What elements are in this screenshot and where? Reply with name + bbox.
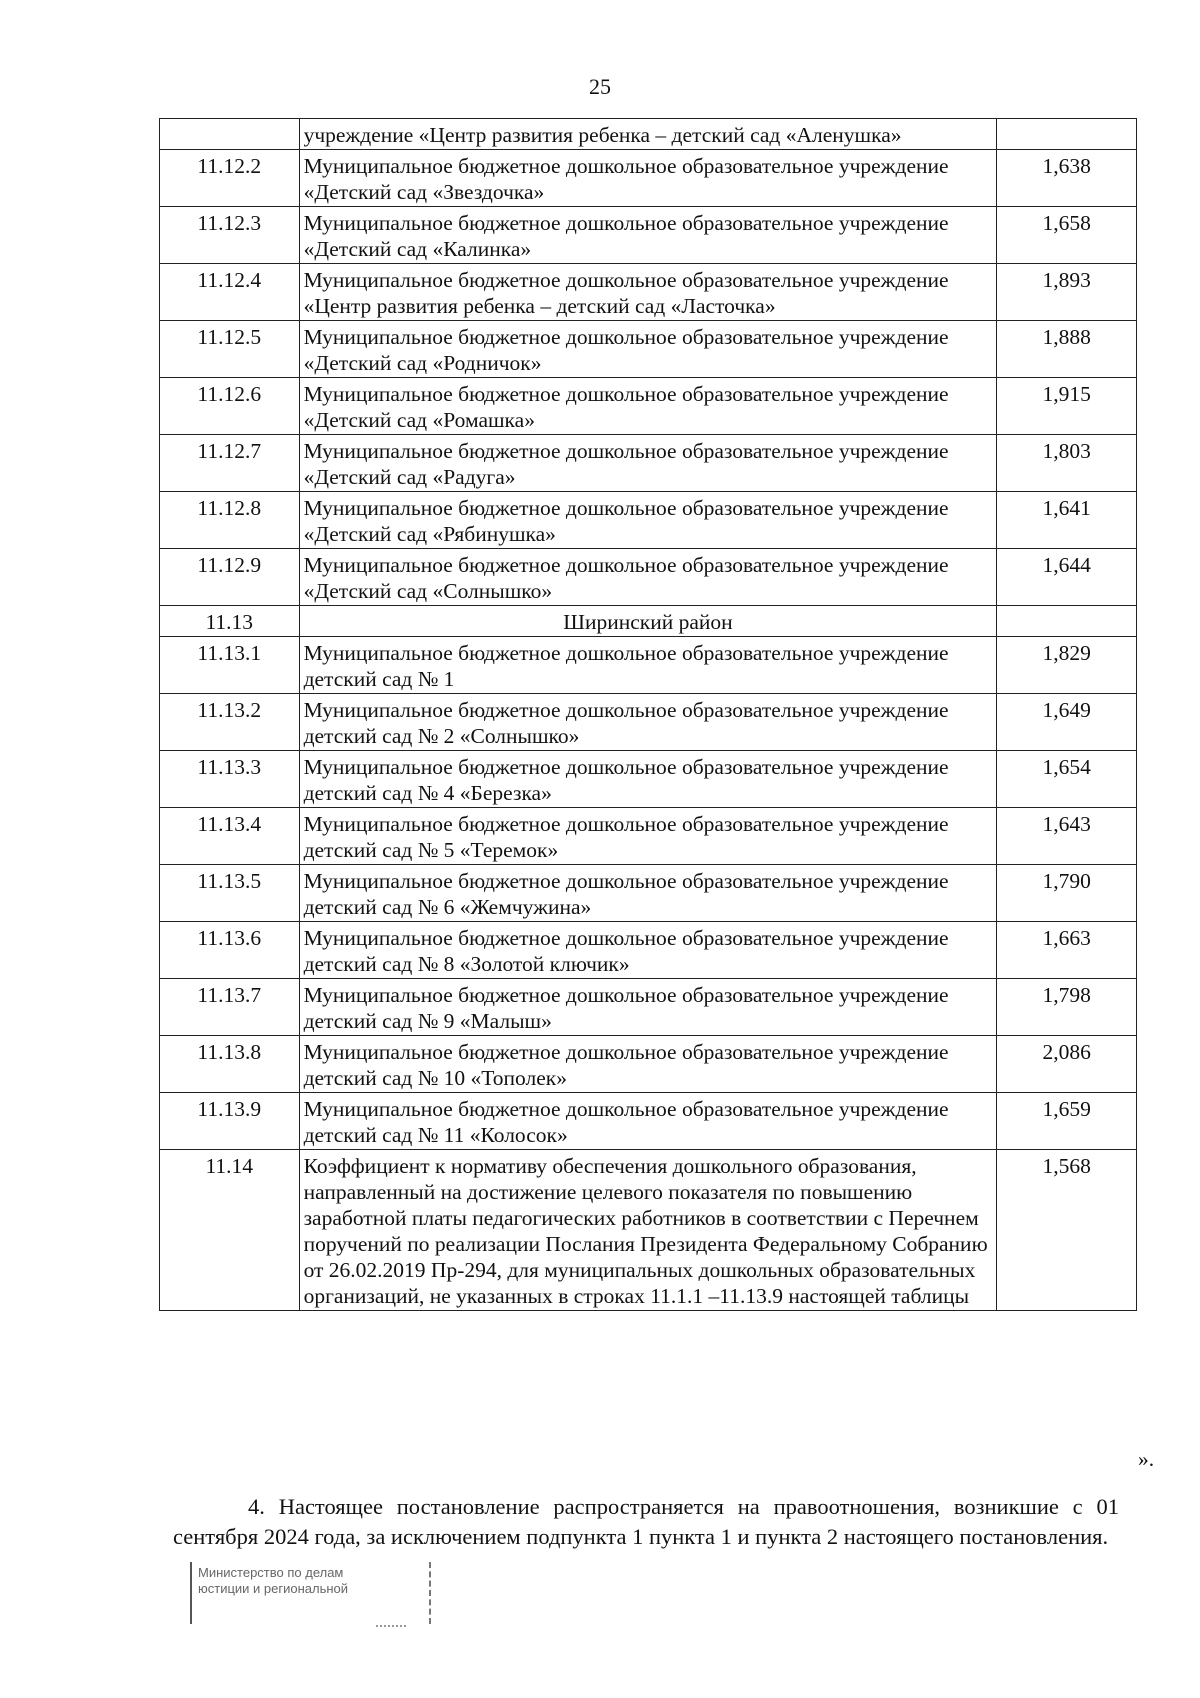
table-row <box>160 1150 1137 1311</box>
row-number-cell: 11.12.2 <box>160 150 300 207</box>
institution-name-cell: Муниципальное бюджетное дошкольное образовательное учреждение «Детский сад «Радуга» <box>299 435 997 492</box>
institution-name-cell: Муниципальное бюджетное дошкольное образовательное учреждение детский сад № 4 «Березка» <box>299 751 997 808</box>
coefficient-value-cell <box>997 606 1137 637</box>
table-body <box>160 119 1137 1311</box>
institution-name-cell: Коэффициент к нормативу обеспечения дошкольного образования, направленный на достижение целевого показателя по повышению заработной платы педагогических работников в соответствии с Перечнем поручений по реализации Послания Президента Федеральному Собранию от 26.02.2019 Пр-294, для муниципальных дошкольных образовательных организаций, не указанных в строках 11.1.1 –11.13.9 настоящей таблицы <box>299 1150 997 1311</box>
table-row <box>160 119 1137 150</box>
row-number-cell: 11.13.8 <box>160 1036 300 1093</box>
coefficient-table <box>159 118 1137 1311</box>
coefficient-value-cell: 1,638 <box>997 150 1137 207</box>
coefficient-value-cell: 1,893 <box>997 264 1137 321</box>
coefficient-value-cell: 1,829 <box>997 637 1137 694</box>
row-number-cell: 11.14 <box>160 1150 300 1311</box>
table-row <box>160 492 1137 549</box>
row-number-cell: 11.13.6 <box>160 922 300 979</box>
coefficient-value-cell: 1,644 <box>997 549 1137 606</box>
institution-name-cell: учреждение «Центр развития ребенка – детский сад «Аленушка» <box>299 119 997 150</box>
table-row <box>160 922 1137 979</box>
row-number-cell: 11.13.3 <box>160 751 300 808</box>
row-number-cell: 11.13.4 <box>160 808 300 865</box>
ministry-stamp <box>190 1562 431 1624</box>
coefficient-value-cell: 1,798 <box>997 979 1137 1036</box>
section-heading-cell: Ширинский район <box>299 606 997 637</box>
coefficient-value-cell: 1,663 <box>997 922 1137 979</box>
row-number-cell: 11.12.3 <box>160 207 300 264</box>
table-row <box>160 808 1137 865</box>
institution-name-cell: Муниципальное бюджетное дошкольное образовательное учреждение «Центр развития ребенка – детский сад «Ласточка» <box>299 264 997 321</box>
stamp-line-2: юстиции и региональной <box>198 1581 349 1596</box>
page-number: 25 <box>589 74 611 99</box>
table-row <box>160 751 1137 808</box>
coefficient-value-cell: 1,658 <box>997 207 1137 264</box>
institution-name-cell: Муниципальное бюджетное дошкольное образовательное учреждение «Детский сад «Родничок» <box>299 321 997 378</box>
coefficient-value-cell: 1,659 <box>997 1093 1137 1150</box>
coefficient-value-cell: 1,803 <box>997 435 1137 492</box>
row-number-cell: 11.12.7 <box>160 435 300 492</box>
row-number-cell: 11.13.1 <box>160 637 300 694</box>
row-number-cell: 11.13.9 <box>160 1093 300 1150</box>
row-number-cell: 11.13 <box>160 606 300 637</box>
coefficient-value-cell: 1,643 <box>997 808 1137 865</box>
coefficient-value-cell: 1,790 <box>997 865 1137 922</box>
stamp-line-1: Министерство по делам <box>198 1565 344 1580</box>
coefficient-value-cell: 1,654 <box>997 751 1137 808</box>
table-row <box>160 321 1137 378</box>
coefficient-value-cell: 1,568 <box>997 1150 1137 1311</box>
institution-name-cell: Муниципальное бюджетное дошкольное образовательное учреждение детский сад № 11 «Колосок» <box>299 1093 997 1150</box>
row-number-cell: 11.13.5 <box>160 865 300 922</box>
table-row <box>160 1036 1137 1093</box>
table-row <box>160 150 1137 207</box>
table-row <box>160 378 1137 435</box>
table-row <box>160 1093 1137 1150</box>
institution-name-cell: Муниципальное бюджетное дошкольное образовательное учреждение «Детский сад «Ромашка» <box>299 378 997 435</box>
institution-name-cell: Муниципальное бюджетное дошкольное образовательное учреждение детский сад № 5 «Теремок» <box>299 808 997 865</box>
paragraph-4: 4. Настоящее постановление распространяется на правоотношения, возникшие с 01 сентября 2024 года, за исключением подпункта 1 пункта 1 и пункта 2 настоящего постановления. <box>173 1494 1119 1549</box>
institution-name-cell: Муниципальное бюджетное дошкольное образовательное учреждение «Детский сад «Рябинушка» <box>299 492 997 549</box>
institution-name-cell: Муниципальное бюджетное дошкольное образовательное учреждение детский сад № 9 «Малыш» <box>299 979 997 1036</box>
table-row <box>160 264 1137 321</box>
institution-name-cell: Муниципальное бюджетное дошкольное образовательное учреждение «Детский сад «Солнышко» <box>299 549 997 606</box>
institution-name-cell: Муниципальное бюджетное дошкольное образовательное учреждение детский сад № 6 «Жемчужина» <box>299 865 997 922</box>
table-row <box>160 549 1137 606</box>
institution-name-cell: Муниципальное бюджетное дошкольное образовательное учреждение детский сад № 8 «Золотой ключик» <box>299 922 997 979</box>
coefficient-value-cell: 1,915 <box>997 378 1137 435</box>
row-number-cell: 11.12.6 <box>160 378 300 435</box>
closing-quote: ». <box>1138 1447 1155 1471</box>
row-number-cell: 11.13.7 <box>160 979 300 1036</box>
row-number-cell: 11.12.4 <box>160 264 300 321</box>
table-row <box>160 979 1137 1036</box>
row-number-cell: 11.13.2 <box>160 694 300 751</box>
row-number-cell: 11.12.9 <box>160 549 300 606</box>
row-number-cell <box>160 119 300 150</box>
institution-name-cell: Муниципальное бюджетное дошкольное образовательное учреждение «Детский сад «Звездочка» <box>299 150 997 207</box>
coefficient-value-cell: 1,649 <box>997 694 1137 751</box>
coefficient-value-cell <box>997 119 1137 150</box>
stamp-smudge <box>376 1625 406 1627</box>
row-number-cell: 11.12.5 <box>160 321 300 378</box>
table-row <box>160 606 1137 637</box>
row-number-cell: 11.12.8 <box>160 492 300 549</box>
table-row <box>160 694 1137 751</box>
table-row <box>160 637 1137 694</box>
table-row <box>160 435 1137 492</box>
institution-name-cell: Муниципальное бюджетное дошкольное образовательное учреждение детский сад № 1 <box>299 637 997 694</box>
institution-name-cell: Муниципальное бюджетное дошкольное образовательное учреждение детский сад № 2 «Солнышко» <box>299 694 997 751</box>
table-row <box>160 207 1137 264</box>
coefficient-value-cell: 1,641 <box>997 492 1137 549</box>
institution-name-cell: Муниципальное бюджетное дошкольное образовательное учреждение детский сад № 10 «Тополек» <box>299 1036 997 1093</box>
table-row <box>160 865 1137 922</box>
coefficient-value-cell: 2,086 <box>997 1036 1137 1093</box>
institution-name-cell: Муниципальное бюджетное дошкольное образовательное учреждение «Детский сад «Калинка» <box>299 207 997 264</box>
coefficient-value-cell: 1,888 <box>997 321 1137 378</box>
